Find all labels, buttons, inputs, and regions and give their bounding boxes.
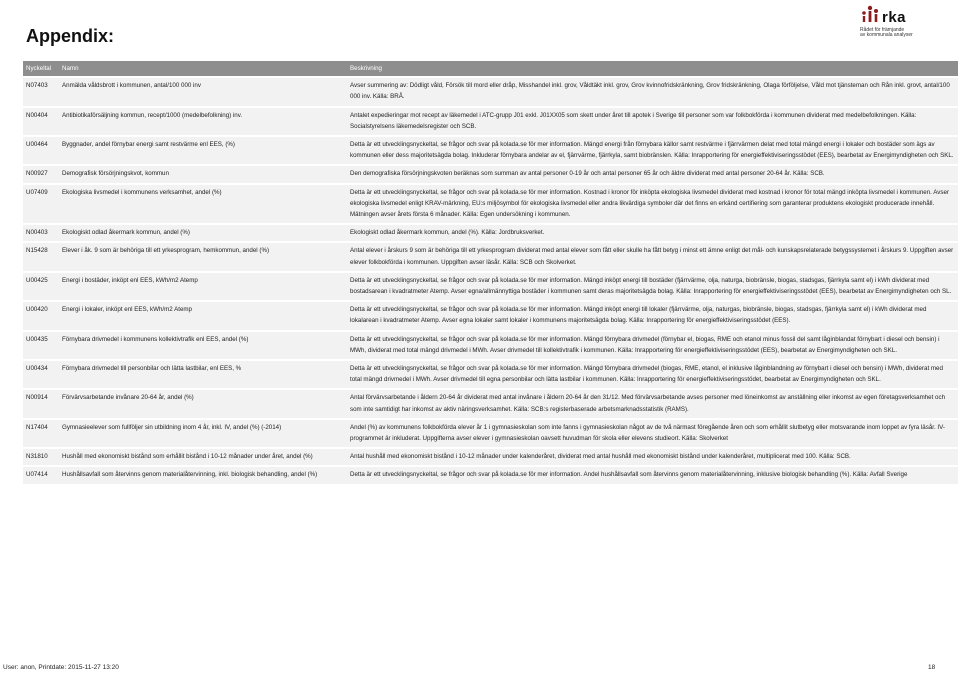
- cell-name: Hushållsavfall som återvinns genom materialåtervinning, inkl. biologisk behandling, andel (%): [59, 466, 347, 483]
- table-row: [23, 389, 958, 418]
- table-row: [23, 224, 958, 242]
- cell-code: U00435: [23, 331, 59, 360]
- cell-code: N00403: [23, 224, 59, 242]
- cell-description: Antal elever i årskurs 9 som är behöriga till ett yrkesprogram dividerat med antal elever som fått eller skulle ha fått betyg i minst ett ämne enligt det mål- och kunskapsrelaterade betygssystemet i årskurs 9. Uppgiften avser elever folkbokförda i kommunen. Uppgiften avser läsår. Källa: SCB och Skolverket.: [347, 242, 958, 271]
- indicator-table: [23, 61, 958, 484]
- cell-name: Demografisk försörjningskvot, kommun: [59, 165, 347, 183]
- table-row: [23, 331, 958, 360]
- cell-code: N00914: [23, 389, 59, 418]
- column-header-code: Nyckeltal: [23, 61, 59, 77]
- cell-code: N00404: [23, 107, 59, 136]
- cell-description: Den demografiska försörjningskvoten beräknas som summan av antal personer 0-19 år och antal personer 65 år och äldre dividerat med antal personer 20-64 år. Källa: SCB.: [347, 165, 958, 183]
- cell-name: Antibiotikaförsäljning kommun, recept/1000 (medelbefolkning) inv.: [59, 107, 347, 136]
- cell-description: Antal hushåll med ekonomiskt bistånd i 10-12 månader under kalenderåret, dividerat med antal hushåll med ekonomiskt bistånd under kalenderåret, multiplicerat med 100. Källa: SCB.: [347, 448, 958, 466]
- cell-description: Detta är ett utvecklingsnyckeltal, se frågor och svar på kolada.se för mer information. Mängd förnybara drivmedel (biogas, RME, etanol, el inklusive låginblandning av förnybart i diesel och bensin) i MWh, dividerat med total mängd drivmedel i MWh. Avser drivmedel till egna personbilar och lätta lastbilar i kommunen. Källa: Inrapportering för energieffektiviseringsstödet, bearbetat av Energimyndigheten och SKL.: [347, 360, 958, 389]
- logo-name: rka: [882, 9, 907, 26]
- cell-name: Elever i åk. 9 som är behöriga till ett yrkesprogram, hemkommun, andel (%): [59, 242, 347, 271]
- column-header-description: Beskrivning: [347, 61, 958, 77]
- cell-description: Detta är ett utvecklingsnyckeltal, se frågor och svar på kolada.se för mer information. Kostnad i kronor för inköpta ekologiska livsmedel dividerat med kostnad i kronor för total mängd inköpta livsmedel i kommunen. Avser ekologiska livsmedel enligt KRAV-märkning, EU:s miljösymbol för ekologiska livsmedel eller andra likvärdiga symboler där det finns en erkänd certifiering som garanterar produktens ekologiskt producerade innehåll. Mätningen avser årets första 6 månader. Källa: Egen undersökning i kommunen.: [347, 184, 958, 225]
- table-row: [23, 184, 958, 225]
- cell-description: Antal förvärvsarbetande i åldern 20-64 år dividerat med antal invånare i åldern 20-64 år den 31/12. Med förvärvsarbetande avses personer med löneinkomst av anställning eller inkomst av egen företagsverksamhet och som inte samtidigt har inkomst av aktiv näringsverksamhet. Källa: SCB:s registerbaserade arbetsmarknadsstatistik (RAMS).: [347, 389, 958, 418]
- column-header-name: Namn: [59, 61, 347, 77]
- cell-description: Detta är ett utvecklingsnyckeltal, se frågor och svar på kolada.se för mer information. Mängd inköpt energi till lokaler (fjärrvärme, olja, naturgas, biobränsle, biogas, stadsgas, fjärrkyla samt el) i kWh dividerat med lokalarean i kvadratmeter Atemp. Avser egna lokaler samt lokaler i kommunens majoritetsägda bolag. Källa: Inrapportering för energieffektiviseringsstödet (EES).: [347, 301, 958, 330]
- table-header-row: [23, 61, 958, 77]
- cell-code: U00464: [23, 136, 59, 165]
- page-title: Appendix:: [26, 26, 114, 46]
- cell-code: N17404: [23, 419, 59, 448]
- cell-name: Ekologiskt odlad åkermark kommun, andel (%): [59, 224, 347, 242]
- cell-description: Andel (%) av kommunens folkbokförda elever år 1 i gymnasieskolan som inte fanns i gymnasieskolan något av de två närmast föregående åren och som erhållit slutbetyg eller motsvarande inom loppet av fyra läsår. IV-programmet är inkluderat. Uppgifterna avser elever i gymnasieskolan oavsett huvudman för skola eller elevens studieort. Källa: Skolverket: [347, 419, 958, 448]
- cell-name: Energi i bostäder, inköpt enl EES, kWh/m2 Atemp: [59, 272, 347, 301]
- table-row: [23, 242, 958, 271]
- page-number: 18: [928, 664, 936, 671]
- table-row: [23, 466, 958, 483]
- cell-name: Förvärvsarbetande invånare 20-64 år, andel (%): [59, 389, 347, 418]
- logo-tagline-2: av kommunala analyser: [860, 32, 913, 38]
- cell-name: Förnybara drivmedel till personbilar och lätta lastbilar, enl EES, %: [59, 360, 347, 389]
- table-row: [23, 107, 958, 136]
- footer-user-printdate: User: anon, Printdate: 2015-11-27 13:20: [3, 664, 119, 671]
- cell-name: Energi i lokaler, inköpt enl EES, kWh/m2 Atemp: [59, 301, 347, 330]
- table-row: [23, 165, 958, 183]
- cell-code: U00434: [23, 360, 59, 389]
- cell-code: N31810: [23, 448, 59, 466]
- cell-name: Hushåll med ekonomiskt bistånd som erhållit bistånd i 10-12 månader under året, andel (%): [59, 448, 347, 466]
- cell-description: Detta är ett utvecklingsnyckeltal, se frågor och svar på kolada.se för mer information. Andel hushållsavfall som återvinns genom materialåtervinning, inklusive biologisk behandling (%). Källa: Avfall Sverige: [347, 466, 958, 483]
- cell-code: U00425: [23, 272, 59, 301]
- cell-code: N15428: [23, 242, 59, 271]
- cell-description: Detta är ett utvecklingsnyckeltal, se frågor och svar på kolada.se för mer information. Mängd förnybara drivmedel (förnybar el, biogas, RME och etanol minus fossil del samt låginblandat förnybart i diesel och bensin) i MWh, dividerat med total mängd drivmedel i MWh. Avser drivmedel till kollektivtrafik i kommunen. Källa: Inrapportering för energieffektiviseringsstödet (EES), bearbetat av Energimyndigheten och SKL.: [347, 331, 958, 360]
- cell-description: Avser summering av: Dödligt våld, Försök till mord eller dråp, Misshandel inkl. grov, Våldtäkt inkl. grov, Grov kvinnofridskränkning, Grov fridskränkning, Olaga förföljelse, Våld mot tjänsteman och Rån inkl. grovt, antal/100 000 inv. Källa: BRÅ.: [347, 77, 958, 106]
- cell-code: N00927: [23, 165, 59, 183]
- table-row: [23, 419, 958, 448]
- cell-code: N07403: [23, 77, 59, 106]
- cell-code: U00420: [23, 301, 59, 330]
- table-row: [23, 301, 958, 330]
- cell-description: Detta är ett utvecklingsnyckeltal, se frågor och svar på kolada.se för mer information. Mängd inköpt energi till bostäder (fjärrvärme, olja, naturga, biobränsle, biogas, stadsgas, fjärrkyla samt el) i kWh dividerat med bostadsarean i kvadratmeter Atemp. Avser egna/allmännyttiga bostäder i kommunen samt deras majoritetsägda bolag. Källa: Inrapportering för energieffektiviseringsstödet (EES), bearbetat av Energimyndigheten och SL.: [347, 272, 958, 301]
- table-row: [23, 272, 958, 301]
- table-row: [23, 136, 958, 165]
- cell-name: Gymnasieelever som fullföljer sin utbildning inom 4 år, inkl. IV, andel (%) (-2014): [59, 419, 347, 448]
- cell-name: Byggnader, andel förnybar energi samt restvärme enl EES, (%): [59, 136, 347, 165]
- table-row: [23, 360, 958, 389]
- logo-tagline-1: Rådet för främjande: [860, 27, 905, 33]
- table-row: [23, 448, 958, 466]
- cell-name: Förnybara drivmedel i kommunens kollektivtrafik enl EES, andel (%): [59, 331, 347, 360]
- cell-name: Anmälda våldsbrott i kommunen, antal/100 000 inv: [59, 77, 347, 106]
- cell-description: Antalet expedieringar mot recept av läkemedel i ATC-grupp J01 exkl. J01XX05 som skett under året till apotek i Sverige till personer som var folkbokförda i kommunen dividerat med medelbefolkningen. Källa: Socialstyrelsens läkemedelsregister och SCB.: [347, 107, 958, 136]
- cell-description: Detta är ett utvecklingsnyckeltal, se frågor och svar på kolada.se för mer information. Mängd energi från förnybara källor samt restvärme i fjärrvärmen delat med total mängd energi i lokaler och bostäder som ägs av kommunen eller dess majoritetsägda bolag. Inkluderar förnybara andelar av el, fjärrvärme, fjärrkyla, samt biobränslen. Källa: Inrapportering för energieffektiviseringsstödet (EES), bearbetat av Energimyndigheten och SKL.: [347, 136, 958, 165]
- cell-code: U07409: [23, 184, 59, 225]
- cell-name: Ekologiska livsmedel i kommunens verksamhet, andel (%): [59, 184, 347, 225]
- cell-description: Ekologiskt odlad åkermark kommun, andel (%). Källa: Jordbruksverket.: [347, 224, 958, 242]
- cell-code: U07414: [23, 466, 59, 483]
- table-row: [23, 77, 958, 106]
